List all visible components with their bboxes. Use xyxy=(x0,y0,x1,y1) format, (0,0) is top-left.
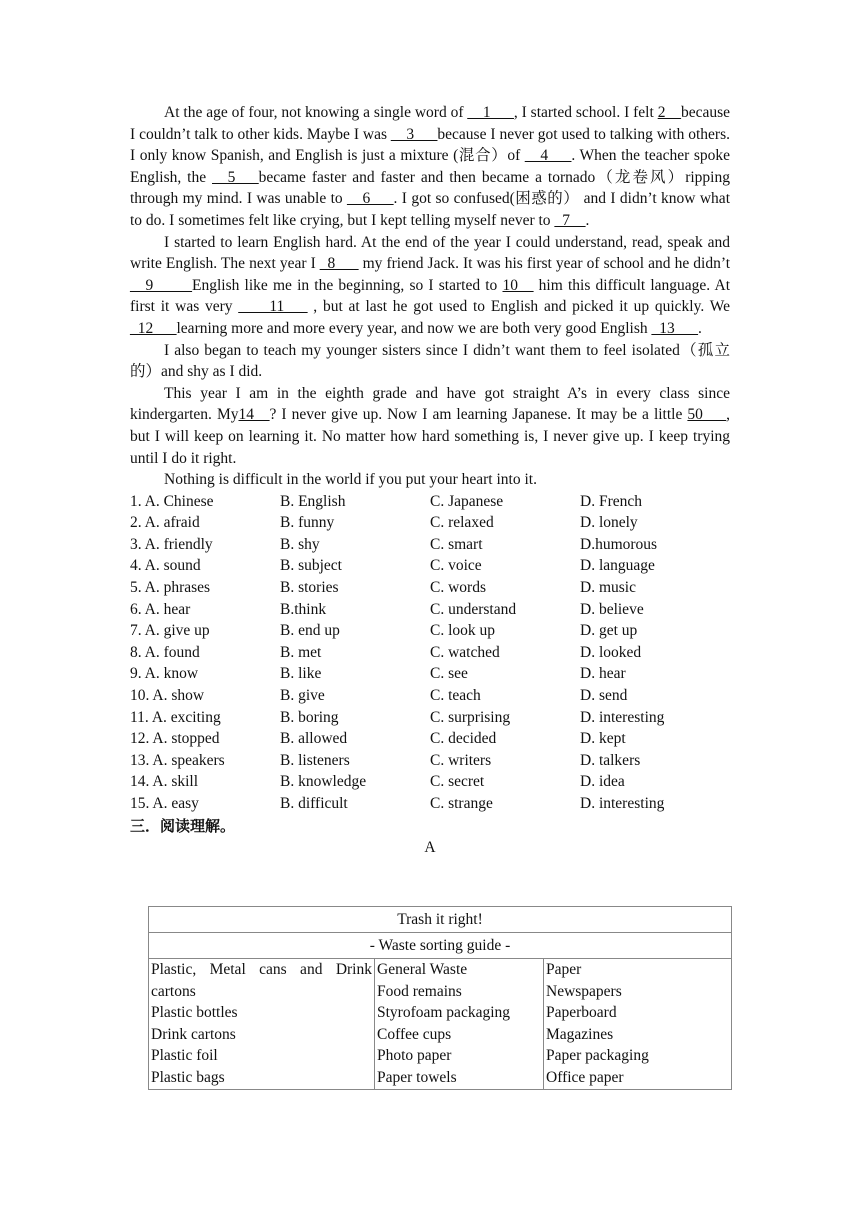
option-row xyxy=(130,771,730,793)
option-choice: 9. A. know xyxy=(130,665,199,683)
option-choice: C. watched xyxy=(430,643,500,661)
option-choice: C. secret xyxy=(430,773,485,791)
option-choice: D. hear xyxy=(580,665,626,683)
option-choice: D. talkers xyxy=(580,751,641,769)
option-choice: D. interesting xyxy=(580,795,665,812)
option-row xyxy=(130,663,730,685)
option-choice: B. allowed xyxy=(280,730,348,748)
option-row xyxy=(130,793,730,815)
paragraph-4 xyxy=(130,383,730,469)
blank: __9_____ xyxy=(130,276,192,294)
option-row xyxy=(130,534,730,556)
text-segment: became faster and faster and then became a tornado（龙卷风）ripping through my mind. I was unable to xyxy=(130,168,730,208)
option-choice: D. lonely xyxy=(580,514,638,532)
blank: 50___ xyxy=(687,406,727,424)
option-choice: C. decided xyxy=(430,730,497,748)
waste-sorting-table xyxy=(148,906,732,1090)
table-cell-line: Office paper xyxy=(546,1068,624,1086)
option-choice: B. funny xyxy=(280,514,335,532)
option-row xyxy=(130,707,730,729)
option-choice: C. words xyxy=(430,579,486,597)
option-choice: 13. A. speakers xyxy=(130,751,225,769)
option-choice: 11. A. exciting xyxy=(130,708,221,726)
blank: 14__ xyxy=(238,406,270,424)
option-choice: 15. A. easy xyxy=(130,795,199,812)
paragraph-3: I also began to teach my younger sisters since I didn’t want them to feel isolated（孤立的）and shy as I did. xyxy=(130,341,730,381)
text-segment: English like me in the beginning, so I started to xyxy=(192,276,503,294)
option-choice: D. idea xyxy=(580,773,625,791)
option-choice: B. boring xyxy=(280,708,339,726)
paragraph-1 xyxy=(130,102,730,232)
blank: 2__ xyxy=(657,104,681,121)
option-choice: C. voice xyxy=(430,557,482,575)
option-choice: C. strange xyxy=(430,795,493,812)
table-subtitle: - Waste sorting guide - xyxy=(149,933,732,959)
option-choice: C. relaxed xyxy=(430,514,494,532)
table-cell-line: cartons xyxy=(151,982,196,1000)
option-choice: B. difficult xyxy=(280,795,348,812)
option-choice: D. French xyxy=(580,492,642,510)
blank: __3___ xyxy=(390,125,438,143)
blank: _7__ xyxy=(554,211,586,229)
option-row xyxy=(130,512,730,534)
option-choice: D. kept xyxy=(580,730,626,748)
options-list xyxy=(130,491,730,815)
option-row xyxy=(130,642,730,664)
option-choice: D. send xyxy=(580,687,628,705)
option-choice: 1. A. Chinese xyxy=(130,492,214,510)
column-general-waste xyxy=(375,959,544,1090)
option-choice: D. get up xyxy=(580,622,638,640)
option-choice: 10. A. show xyxy=(130,687,205,705)
option-row xyxy=(130,620,730,642)
table-cell-line: Paper towels xyxy=(377,1068,457,1086)
option-choice: D. believe xyxy=(580,600,644,618)
option-choice: B. end up xyxy=(280,622,340,640)
option-choice: D. language xyxy=(580,557,655,575)
option-row xyxy=(130,577,730,599)
option-row xyxy=(130,750,730,772)
text-segment: . When the teacher spoke English, the xyxy=(130,147,730,186)
option-choice: B. knowledge xyxy=(280,773,367,791)
section-heading: 三．阅读理解。 xyxy=(130,816,236,835)
option-choice: B. shy xyxy=(280,535,320,553)
option-choice: C. smart xyxy=(430,535,483,553)
text-segment: , but I will keep on learning it. No matter how hard something is, I never give up. I keep trying until I do it right. xyxy=(130,406,731,467)
option-choice: C. look up xyxy=(430,622,496,640)
option-choice: D. interesting xyxy=(580,708,665,726)
option-choice: C. surprising xyxy=(430,708,511,726)
table-cell-line: Drink cartons xyxy=(151,1025,236,1043)
option-choice: 8. A. found xyxy=(130,643,200,661)
text-segment: I started to learn English hard. At the end of the year I could understand, read, speak and write English. The next year I xyxy=(130,233,730,273)
paragraph-5: Nothing is difficult in the world if you put your heart into it. xyxy=(164,471,537,489)
table-cell-line: Plastic, Metal cans and Drink xyxy=(151,961,372,978)
table-cell-line: Plastic bags xyxy=(151,1068,225,1086)
option-choice: B. met xyxy=(280,643,322,661)
blank: __4___ xyxy=(524,147,572,165)
option-row xyxy=(130,491,730,513)
blank: _8___ xyxy=(319,255,359,273)
option-choice: B. English xyxy=(280,492,346,510)
table-cell-line: Styrofoam packaging xyxy=(377,1004,511,1022)
option-choice: C. understand xyxy=(430,600,517,618)
column-plastic xyxy=(149,959,375,1090)
paragraph-2 xyxy=(130,232,730,340)
text-segment: , but at last he got used to English and picked it up quickly. We xyxy=(307,298,730,316)
table-cell-line: Newspapers xyxy=(546,982,622,1000)
text-segment: . I got so confused(困惑的） and I didn’t know what to do. I sometimes felt like crying, but I kept telling myself never to xyxy=(130,190,730,229)
table-cell-line: Paperboard xyxy=(546,1004,617,1022)
option-choice: 14. A. skill xyxy=(130,773,199,791)
blank: ____11___ xyxy=(238,298,308,316)
option-choice: D. looked xyxy=(580,643,642,661)
blank: 10__ xyxy=(502,276,534,294)
text-segment: This year I am in the eighth grade and have got straight A’s in every class since kindergarten. My xyxy=(130,384,730,424)
blank: __5___ xyxy=(212,168,259,186)
option-choice: C. Japanese xyxy=(430,492,504,510)
table-title: Trash it right! xyxy=(149,907,732,933)
blank: _12___ xyxy=(130,319,177,337)
document-page xyxy=(130,102,730,859)
option-choice: B. give xyxy=(280,687,325,705)
option-choice: C. writers xyxy=(430,751,492,769)
blank: __1___ xyxy=(467,104,514,121)
table-cell-line: Magazines xyxy=(546,1025,614,1043)
option-choice: B. stories xyxy=(280,579,339,597)
part-label: A xyxy=(424,838,436,856)
text-segment: because I couldn’t talk to other kids. Maybe I was xyxy=(130,104,730,143)
option-row xyxy=(130,555,730,577)
column-paper xyxy=(544,959,732,1090)
blank: _13___ xyxy=(651,319,698,337)
text-segment: At the age of four, not knowing a single word of xyxy=(164,104,468,121)
option-choice: D.humorous xyxy=(580,535,658,553)
option-choice: B. subject xyxy=(280,557,342,575)
table-cell-line: Coffee cups xyxy=(377,1025,452,1043)
option-choice: C. teach xyxy=(430,687,481,705)
text-segment: ? I never give up. Now I am learning Japanese. It may be a little xyxy=(269,406,688,424)
table-cell-line: Plastic foil xyxy=(151,1047,218,1065)
option-choice: 4. A. sound xyxy=(130,557,201,575)
table-cell-line: Food remains xyxy=(377,982,462,1000)
option-choice: B. listeners xyxy=(280,751,350,769)
option-choice: 6. A. hear xyxy=(130,600,191,618)
text-segment: him this difficult language. At first it was very xyxy=(130,276,731,316)
table-cell-line: Photo paper xyxy=(377,1047,452,1065)
table-cell-line: General Waste xyxy=(377,961,468,978)
option-choice: 12. A. stopped xyxy=(130,730,220,748)
option-choice: C. see xyxy=(430,665,468,683)
option-row xyxy=(130,685,730,707)
option-choice: 5. A. phrases xyxy=(130,579,211,597)
option-choice: 3. A. friendly xyxy=(130,535,213,553)
option-choice: 2. A. afraid xyxy=(130,514,200,532)
option-row xyxy=(130,728,730,750)
text-segment: . xyxy=(697,319,702,337)
option-choice: D. music xyxy=(580,579,636,597)
table-cell-line: Paper packaging xyxy=(546,1047,649,1065)
blank: __6___ xyxy=(347,190,394,208)
text-segment: . xyxy=(585,211,590,229)
option-choice: B. like xyxy=(280,665,322,683)
option-row xyxy=(130,599,730,621)
text-segment: learning more and more every year, and now we are both very good English xyxy=(176,319,652,337)
table-cell-line: Paper xyxy=(546,961,582,978)
option-choice: 7. A. give up xyxy=(130,622,210,640)
table-cell-line: Plastic bottles xyxy=(151,1004,238,1022)
text-segment: , I started school. I felt xyxy=(513,104,658,121)
text-segment: my friend Jack. It was his first year of school and he didn’t xyxy=(358,255,731,273)
option-choice: B.think xyxy=(280,600,327,618)
text-segment: because I never got used to talking with others. I only know Spanish, and English is just a mixture (混合）of xyxy=(130,125,730,165)
